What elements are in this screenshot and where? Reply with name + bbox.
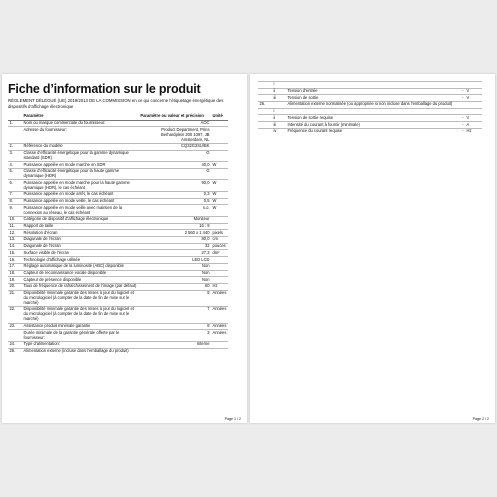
row-parameter: Réglage automatique de la luminosité (ABC) disponible bbox=[22, 263, 139, 270]
row-unit: Années bbox=[212, 322, 227, 328]
row-unit bbox=[211, 263, 228, 270]
row-parameter: Puissance appelée en mode veille avec maintien de la connexion au réseau, le cas échéant bbox=[22, 205, 139, 217]
page-footer: Page 2 / 2 bbox=[472, 417, 489, 421]
table-row bbox=[8, 205, 228, 217]
row-unit bbox=[211, 127, 228, 144]
row-value: 90,0 bbox=[139, 180, 211, 192]
row-value bbox=[139, 348, 211, 354]
table-row bbox=[8, 290, 228, 307]
row-subitem: iv bbox=[272, 128, 286, 134]
row-value: Interne bbox=[139, 341, 211, 348]
row-unit: Années bbox=[211, 330, 228, 342]
row-unit: Hz bbox=[211, 283, 228, 290]
row-unit: dm² bbox=[211, 250, 228, 257]
row-parameter: Classe d’efficacité énergétique pour la haute gamme dynamique (HDR) bbox=[22, 168, 139, 180]
row-unit: V bbox=[465, 88, 482, 95]
row-parameter: Diagonale de l’écran bbox=[22, 243, 139, 250]
row-value: CQ32G3SU/BK bbox=[139, 143, 211, 150]
row-parameter: Alimentation externe normalisée (ou appropriée si non incluse dans l’emballage du produit) bbox=[286, 102, 460, 109]
row-number bbox=[258, 122, 272, 129]
document-page-1 bbox=[2, 74, 247, 423]
row-parameter: Catégorie de dispositif d’affichage électronique bbox=[22, 217, 139, 224]
row-number: 3. bbox=[8, 150, 22, 162]
row-unit bbox=[211, 143, 228, 150]
row-number bbox=[258, 82, 272, 89]
row-value: 7 bbox=[139, 307, 211, 324]
regulation-intro: RÈGLEMENT DÉLÉGUÉ (UE) 2019/2013 DE LA COMMISSION en ce qui concerne l’étiquetage énergétique des dispositifs d’affichage électronique bbox=[8, 98, 224, 109]
row-parameter: Tension de sortie requise bbox=[286, 115, 460, 122]
document-page-2 bbox=[250, 74, 495, 423]
row-parameter: Capteur de présence disponible bbox=[22, 277, 139, 284]
row-value: - bbox=[462, 121, 464, 127]
table-row bbox=[258, 88, 482, 95]
table-row bbox=[8, 180, 228, 192]
page-title: Fiche d’information sur le produit bbox=[8, 82, 201, 96]
table-row bbox=[8, 263, 228, 270]
row-number: 22. bbox=[8, 307, 22, 324]
table-row bbox=[8, 307, 228, 324]
row-value: 3 bbox=[139, 330, 211, 342]
row-number: 12. bbox=[8, 230, 22, 237]
row-number: 4. bbox=[8, 162, 22, 169]
row-subitem: i bbox=[272, 108, 286, 115]
row-number: 17. bbox=[8, 263, 22, 270]
row-unit bbox=[211, 168, 228, 180]
row-subitem: ii bbox=[272, 88, 286, 95]
row-value: 0,3 bbox=[139, 192, 211, 199]
row-unit: W bbox=[211, 180, 228, 192]
row-parameter bbox=[286, 108, 460, 115]
row-parameter: Rapport de taille bbox=[22, 223, 139, 230]
row-parameter: Classe d’efficacité énergétique pour la gamme dynamique standard (SDR) bbox=[22, 150, 139, 162]
row-value: Non bbox=[139, 270, 211, 277]
row-number bbox=[258, 108, 272, 115]
row-unit bbox=[211, 217, 228, 224]
row-number bbox=[258, 88, 272, 95]
row-unit: W bbox=[211, 205, 228, 217]
row-unit: V bbox=[465, 115, 482, 122]
table-row bbox=[8, 150, 228, 162]
header-unit: Unité bbox=[211, 114, 228, 120]
row-value: Moniteur bbox=[139, 217, 211, 224]
row-parameter: Tension de sortie bbox=[286, 95, 460, 102]
row-number: 11. bbox=[8, 223, 22, 230]
row-value: 8 bbox=[139, 323, 211, 330]
row-number: 6. bbox=[8, 180, 22, 192]
row-parameter: Disponibilité minimale garantie des mises à jour du logiciel et du micrologiciel (à compter de la date de fin de mise sur le marché) bbox=[22, 307, 139, 324]
table-row bbox=[8, 250, 228, 257]
row-number bbox=[258, 128, 272, 134]
row-parameter: Puissance appelée en mode marche en SDR bbox=[22, 162, 139, 169]
row-number: 5. bbox=[8, 168, 22, 180]
row-value: 40,0 bbox=[139, 162, 211, 169]
row-parameter: Assistance produit minimale garantie bbox=[22, 323, 139, 330]
row-number: 10. bbox=[8, 217, 22, 224]
row-parameter: Nom ou marque commerciale du fournisseur: bbox=[22, 120, 139, 127]
row-parameter: Disponibilité minimale garantie des mises à jour du logiciel et du micrologiciel (à compter de la date de fin de mise sur le marché) bbox=[22, 290, 139, 307]
row-number: 26. bbox=[258, 102, 272, 109]
table-row bbox=[258, 102, 482, 109]
row-subitem: iii bbox=[272, 95, 286, 102]
row-value: - bbox=[462, 94, 464, 100]
table-row bbox=[258, 128, 482, 134]
row-number: 18. bbox=[8, 270, 22, 277]
row-parameter: Fréquence du courant requise bbox=[286, 128, 460, 134]
table-row bbox=[8, 243, 228, 250]
row-unit: A bbox=[465, 122, 482, 129]
row-unit bbox=[211, 120, 228, 127]
row-unit: cm bbox=[211, 237, 228, 244]
table-row bbox=[8, 168, 228, 180]
row-unit: W bbox=[211, 192, 228, 199]
row-number: 2. bbox=[8, 143, 22, 150]
row-value: Product Department, Prins Berhardplein 200 1097, JB Amsterdam, NL bbox=[139, 127, 211, 144]
row-subitem: iii bbox=[272, 122, 286, 129]
row-value: - bbox=[462, 114, 464, 120]
row-parameter: Surface visible de l’écran bbox=[22, 250, 139, 257]
row-parameter: Taux de fréquence de rafraîchissement de l’image (par défaut) bbox=[22, 283, 139, 290]
row-value: 80,0 bbox=[139, 237, 211, 244]
row-number: 20. bbox=[8, 283, 22, 290]
row-parameter: Puissance appelée en mode arrêt, le cas échéant bbox=[22, 192, 139, 199]
header-value: Paramètre ou valeur et précision bbox=[139, 114, 211, 120]
row-unit bbox=[211, 341, 228, 348]
row-parameter: Alimentation externe (incluse dans l’emballage du produit) bbox=[22, 348, 139, 354]
header-parameter: Paramètre bbox=[22, 114, 139, 120]
table-row bbox=[258, 115, 482, 122]
row-number bbox=[8, 127, 22, 144]
row-unit: Années bbox=[211, 307, 228, 324]
row-number: 13. bbox=[8, 237, 22, 244]
row-parameter: Intensité du courant à fournir (minimale) bbox=[286, 122, 460, 129]
row-number bbox=[258, 115, 272, 122]
row-number: 14. bbox=[8, 243, 22, 250]
row-unit bbox=[211, 348, 228, 354]
power-supply-table bbox=[258, 81, 482, 135]
row-parameter: Référence du modèle bbox=[22, 143, 139, 150]
row-number: 24. bbox=[8, 341, 22, 348]
row-unit: pixels bbox=[211, 230, 228, 237]
row-number: 23. bbox=[8, 323, 22, 330]
row-value: LED LCD bbox=[139, 257, 211, 264]
row-parameter: Puissance appelée en mode veille, le cas échéant bbox=[22, 198, 139, 205]
row-value: 0,5 bbox=[139, 198, 211, 205]
row-parameter: Type d’alimentation: bbox=[22, 341, 139, 348]
row-subitem: ii bbox=[272, 115, 286, 122]
row-parameter: Technologie d’affichage utilisée bbox=[22, 257, 139, 264]
row-number: 7. bbox=[8, 192, 22, 199]
row-number: 16. bbox=[8, 257, 22, 264]
table-row bbox=[8, 348, 228, 354]
table-row bbox=[258, 108, 482, 115]
row-unit: pouces bbox=[211, 243, 228, 250]
table-row bbox=[8, 120, 228, 127]
product-info-table bbox=[8, 114, 228, 354]
row-unit: V bbox=[465, 95, 482, 102]
row-value: Non bbox=[139, 277, 211, 284]
row-value: 32 bbox=[139, 243, 211, 250]
page-footer: Page 1 / 2 bbox=[224, 417, 241, 421]
row-number: 19. bbox=[8, 277, 22, 284]
row-unit bbox=[465, 108, 482, 115]
row-value: 16 : 9 bbox=[139, 223, 211, 230]
row-value: 8 bbox=[139, 290, 211, 307]
table-row bbox=[8, 323, 228, 330]
row-parameter: Diagonale de l’écran bbox=[22, 237, 139, 244]
row-number: 1. bbox=[8, 120, 22, 127]
row-value: G bbox=[139, 150, 211, 162]
row-value: 27,3 bbox=[139, 250, 211, 257]
row-unit bbox=[211, 257, 228, 264]
row-unit bbox=[211, 150, 228, 162]
row-unit bbox=[465, 102, 482, 109]
table-row bbox=[8, 127, 228, 144]
row-parameter: Tension d’entrée bbox=[286, 88, 460, 95]
row-value: 60 bbox=[139, 283, 211, 290]
row-value: G bbox=[139, 168, 211, 180]
row-number: 15. bbox=[8, 250, 22, 257]
table-row bbox=[8, 330, 228, 342]
row-number: 21. bbox=[8, 290, 22, 307]
row-unit bbox=[211, 223, 228, 230]
row-number: 8. bbox=[8, 198, 22, 205]
row-unit: Années bbox=[211, 290, 228, 307]
row-unit: Hz bbox=[465, 128, 482, 134]
row-parameter: Puissance appelée en mode marche pour la haute gamme dynamique (HDR), le cas échéant bbox=[22, 180, 139, 192]
row-unit: W bbox=[211, 162, 228, 169]
row-parameter: Adresse du fournisseur: bbox=[22, 127, 139, 144]
row-subitem: i bbox=[272, 82, 286, 89]
row-number bbox=[8, 330, 22, 342]
row-unit: W bbox=[211, 198, 228, 205]
row-value: s.o. bbox=[139, 205, 211, 217]
row-value: 2 560 x 1 440 bbox=[139, 230, 211, 237]
row-value: Non bbox=[139, 263, 211, 270]
table-row bbox=[8, 270, 228, 277]
row-parameter: Durée minimale de la garantie générale offerte par le fournisseur: bbox=[22, 330, 139, 342]
row-parameter: Capteur de reconnaissance vocale disponible bbox=[22, 270, 139, 277]
row-value: - bbox=[462, 128, 464, 134]
row-unit bbox=[211, 270, 228, 277]
table-row bbox=[8, 223, 228, 230]
row-parameter: Résolution d’écran bbox=[22, 230, 139, 237]
row-value: AOC bbox=[139, 120, 211, 127]
table-row bbox=[8, 198, 228, 205]
row-number: 25. bbox=[8, 348, 22, 354]
row-value: - bbox=[462, 88, 464, 94]
row-number: 9. bbox=[8, 205, 22, 217]
